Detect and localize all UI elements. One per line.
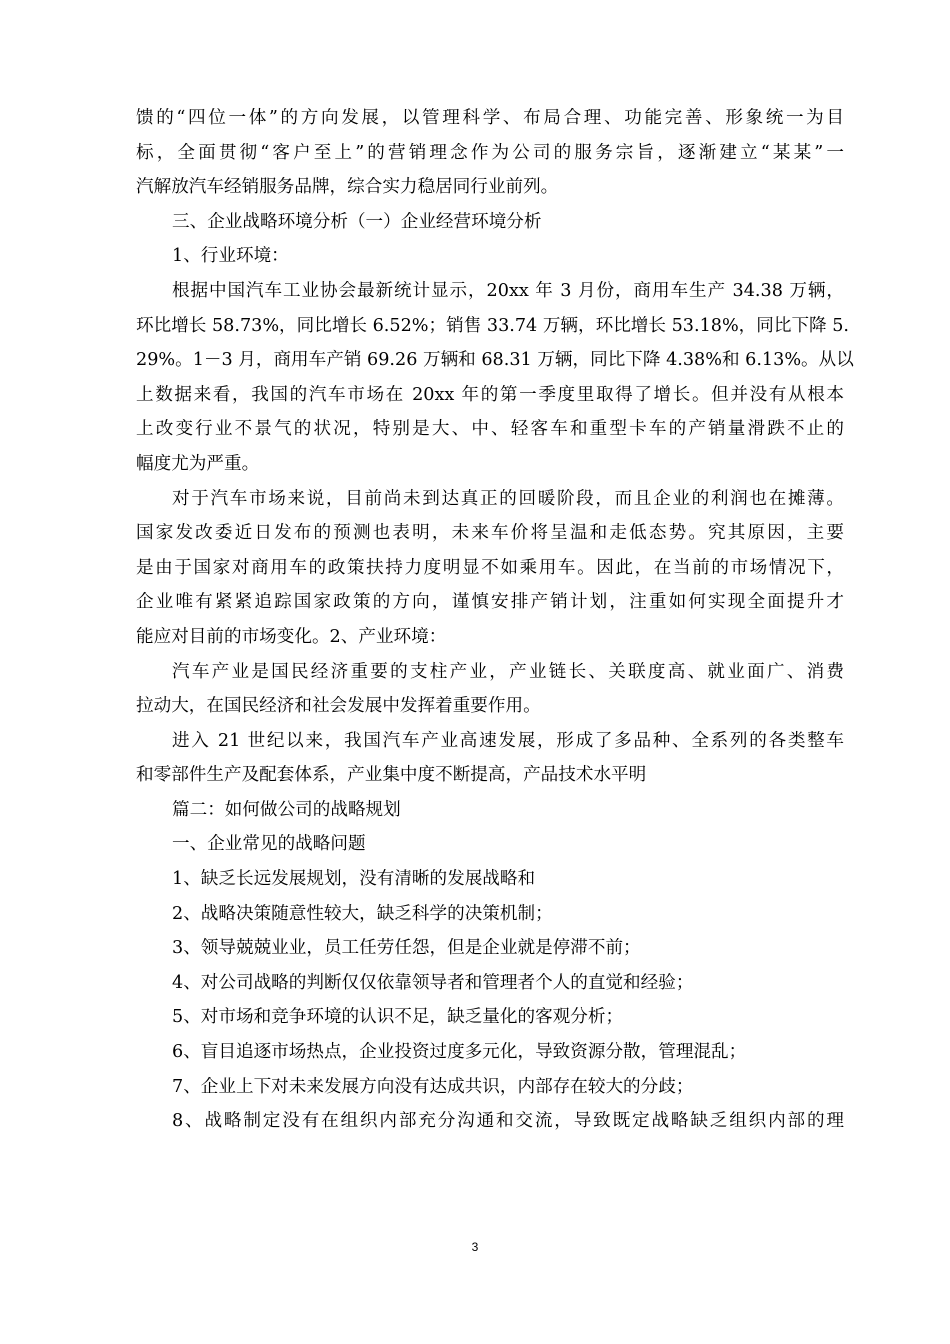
text-line: 企业唯有紧紧追踪国家政策的方向，谨慎安排产销计划，注重如何实现全面提升才 (136, 592, 844, 613)
text-line: 上改变行业不景气的状况，特别是大、中、轻客车和重型卡车的产销量滑跌不止的 (136, 419, 844, 440)
text-line: 能应对目前的市场变化。2、产业环境： (136, 626, 447, 647)
text-line: 8、战略制定没有在组织内部充分沟通和交流，导致既定战略缺乏组织内部的理 (172, 1111, 844, 1132)
text-line: 一、企业常见的战略问题 (172, 834, 366, 855)
text-line: 汽解放汽车经销服务品牌，综合实力稳居同行业前列。 (136, 177, 559, 198)
text-line: 2、战略决策随意性较大，缺乏科学的决策机制； (172, 903, 553, 924)
text-line: 4、对公司战略的判断仅仅依靠领导者和管理者个人的直觉和经验； (172, 972, 694, 993)
text-line: 篇二：如何做公司的战略规划 (172, 799, 401, 820)
text-line: 环比增长 58.73%，同比增长 6.52%；销售 33.74 万辆，环比增长 53.18%，同比下降 5. (136, 315, 850, 336)
text-line: 是由于国家对商用车的政策扶持力度明显不如乘用车。因此，在当前的市场情况下， (136, 557, 844, 578)
text-line: 6、盲目追逐市场热点，企业投资过度多元化，导致资源分散，管理混乱； (172, 1042, 747, 1063)
document-body (136, 101, 854, 1139)
text-line: 1、行业环境： (172, 246, 289, 267)
text-line: 和零部件生产及配套体系，产业集中度不断提高，产品技术水平明 (136, 765, 647, 786)
text-line: 29%。1－3 月，商用车产销 69.26 万辆和 68.31 万辆，同比下降 4.38%和 6.13%。从以 (136, 350, 854, 371)
text-line: 3、领导兢兢业业，员工任劳任怨，但是企业就是停滞不前； (172, 938, 641, 959)
text-line: 1、缺乏长远发展规划，没有清晰的发展战略和 (172, 869, 536, 890)
text-line: 国家发改委近日发布的预测也表明，未来车价将呈温和走低态势。究其原因，主要 (136, 523, 844, 544)
text-line: 上数据来看，我国的汽车市场在 20xx 年的第一季度里取得了增长。但并没有从根本 (136, 384, 844, 405)
text-line: 标，全面贯彻“客户至上”的营销理念作为公司的服务宗旨，逐渐建立“某某”一 (136, 142, 844, 163)
text-line: 幅度尤为严重。 (136, 453, 260, 474)
text-line: 7、企业上下对未来发展方向没有达成共识，内部存在较大的分歧； (172, 1076, 694, 1097)
text-line: 拉动大，在国民经济和社会发展中发挥着重要作用。 (136, 696, 541, 717)
text-line: 进入 21 世纪以来，我国汽车产业高速发展，形成了多品种、全系列的各类整车 (172, 730, 844, 751)
page-number: 3 (471, 1240, 479, 1254)
text-line: 根据中国汽车工业协会最新统计显示，20xx 年 3 月份，商用车生产 34.38 万辆， (172, 280, 844, 301)
text-line: 5、对市场和竞争环境的认识不足，缺乏量化的客观分析； (172, 1007, 624, 1028)
text-line: 对于汽车市场来说，目前尚未到达真正的回暖阶段，而且企业的利润也在摊薄。 (172, 488, 844, 509)
text-line: 馈的“四位一体”的方向发展，以管理科学、布局合理、功能完善、形象统一为目 (136, 108, 844, 128)
text-line: 汽车产业是国民经济重要的支柱产业，产业链长、关联度高、就业面广、消费 (172, 661, 844, 682)
text-line: 三、企业战略环境分析（一）企业经营环境分析 (172, 211, 542, 232)
